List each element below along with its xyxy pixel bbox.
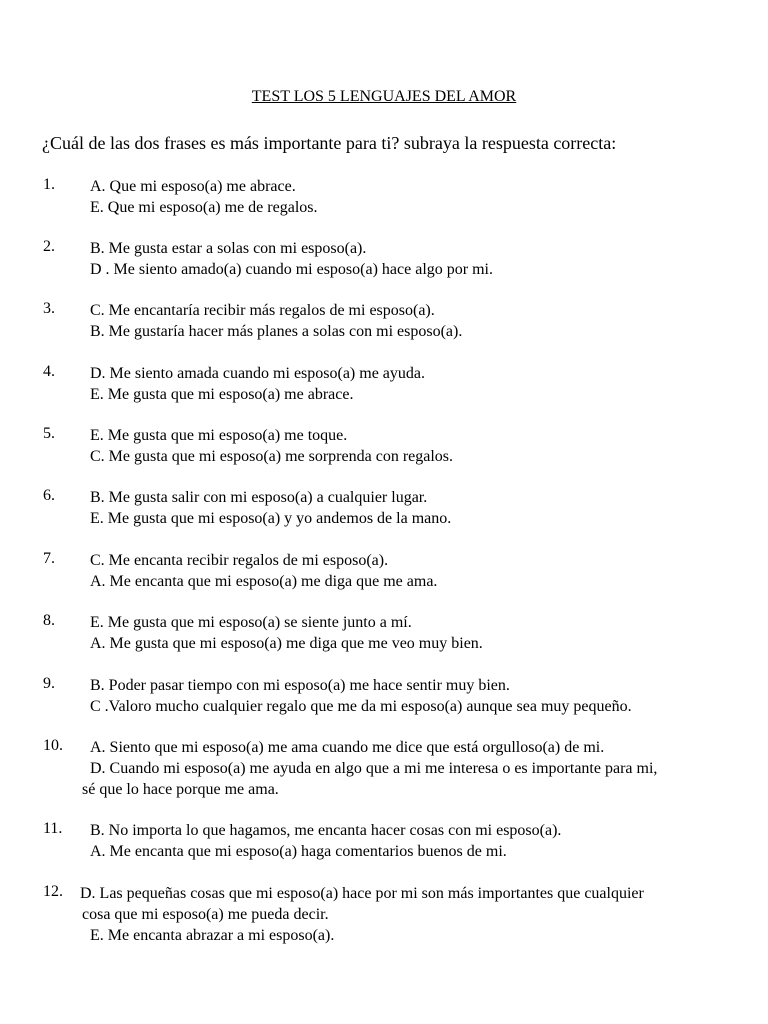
option-line: C .Valoro mucho cualquier regalo que me da mi esposo(a) aunque sea muy pequeño.	[90, 698, 632, 715]
option-line: C. Me encantaría recibir más regalos de mi esposo(a).	[90, 302, 435, 319]
question-number: 3.	[43, 300, 55, 317]
question-number: 5.	[43, 425, 55, 442]
option-line: cosa que mi esposo(a) me pueda decir.	[82, 906, 329, 923]
option-line: A. Que mi esposo(a) me abrace.	[90, 178, 296, 195]
question-number: 12.	[43, 883, 63, 900]
question-number: 6.	[43, 487, 55, 504]
option-line: A. Me gusta que mi esposo(a) me diga que me veo muy bien.	[90, 635, 483, 652]
option-line: E. Me gusta que mi esposo(a) y yo andemos de la mano.	[90, 510, 452, 527]
option-line: D. Cuando mi esposo(a) me ayuda en algo que a mi me interesa o es importante para mi,	[90, 760, 658, 777]
option-line: D. Las pequeñas cosas que mi esposo(a) hace por mi son más importantes que cualquier	[80, 885, 644, 902]
question-number: 4.	[43, 363, 55, 380]
option-line: D . Me siento amado(a) cuando mi esposo(a) hace algo por mi.	[90, 261, 493, 278]
question-number: 2.	[43, 238, 55, 255]
question-number: 9.	[43, 675, 55, 692]
option-line: B. Me gustaría hacer más planes a solas con mi esposo(a).	[90, 323, 463, 340]
option-line: A. Me encanta que mi esposo(a) haga comentarios buenos de mi.	[90, 843, 507, 860]
option-line: B. Poder pasar tiempo con mi esposo(a) me hace sentir muy bien.	[90, 677, 510, 694]
document-title: TEST LOS 5 LENGUAJES DEL AMOR	[251, 88, 517, 105]
option-line: C. Me encanta recibir regalos de mi esposo(a).	[90, 552, 389, 569]
option-line: E. Que mi esposo(a) me de regalos.	[90, 199, 318, 216]
option-line: E. Me gusta que mi esposo(a) me abrace.	[90, 386, 354, 403]
option-line: B. No importa lo que hagamos, me encanta hacer cosas con mi esposo(a).	[90, 822, 562, 839]
option-line: A. Siento que mi esposo(a) me ama cuando me dice que está orgulloso(a) de mi.	[90, 739, 605, 756]
option-line: E. Me encanta abrazar a mi esposo(a).	[90, 927, 335, 944]
option-line: A. Me encanta que mi esposo(a) me diga que me ama.	[90, 573, 438, 590]
option-line: B. Me gusta estar a solas con mi esposo(a).	[90, 240, 367, 257]
option-line: E. Me gusta que mi esposo(a) me toque.	[90, 427, 348, 444]
question-number: 10.	[43, 737, 63, 754]
question-number: 1.	[43, 176, 55, 193]
instruction-text: ¿Cuál de las dos frases es más importante para ti? subraya la respuesta correcta:	[42, 133, 617, 153]
option-line: C. Me gusta que mi esposo(a) me sorprenda con regalos.	[90, 448, 454, 465]
option-line: B. Me gusta salir con mi esposo(a) a cualquier lugar.	[90, 489, 428, 506]
question-number: 8.	[43, 612, 55, 629]
question-number: 11.	[43, 820, 63, 837]
option-line: sé que lo hace porque me ama.	[82, 781, 279, 798]
option-line: E. Me gusta que mi esposo(a) se siente junto a mí.	[90, 614, 412, 631]
question-number: 7.	[43, 550, 55, 567]
option-line: D. Me siento amada cuando mi esposo(a) me ayuda.	[90, 365, 426, 382]
